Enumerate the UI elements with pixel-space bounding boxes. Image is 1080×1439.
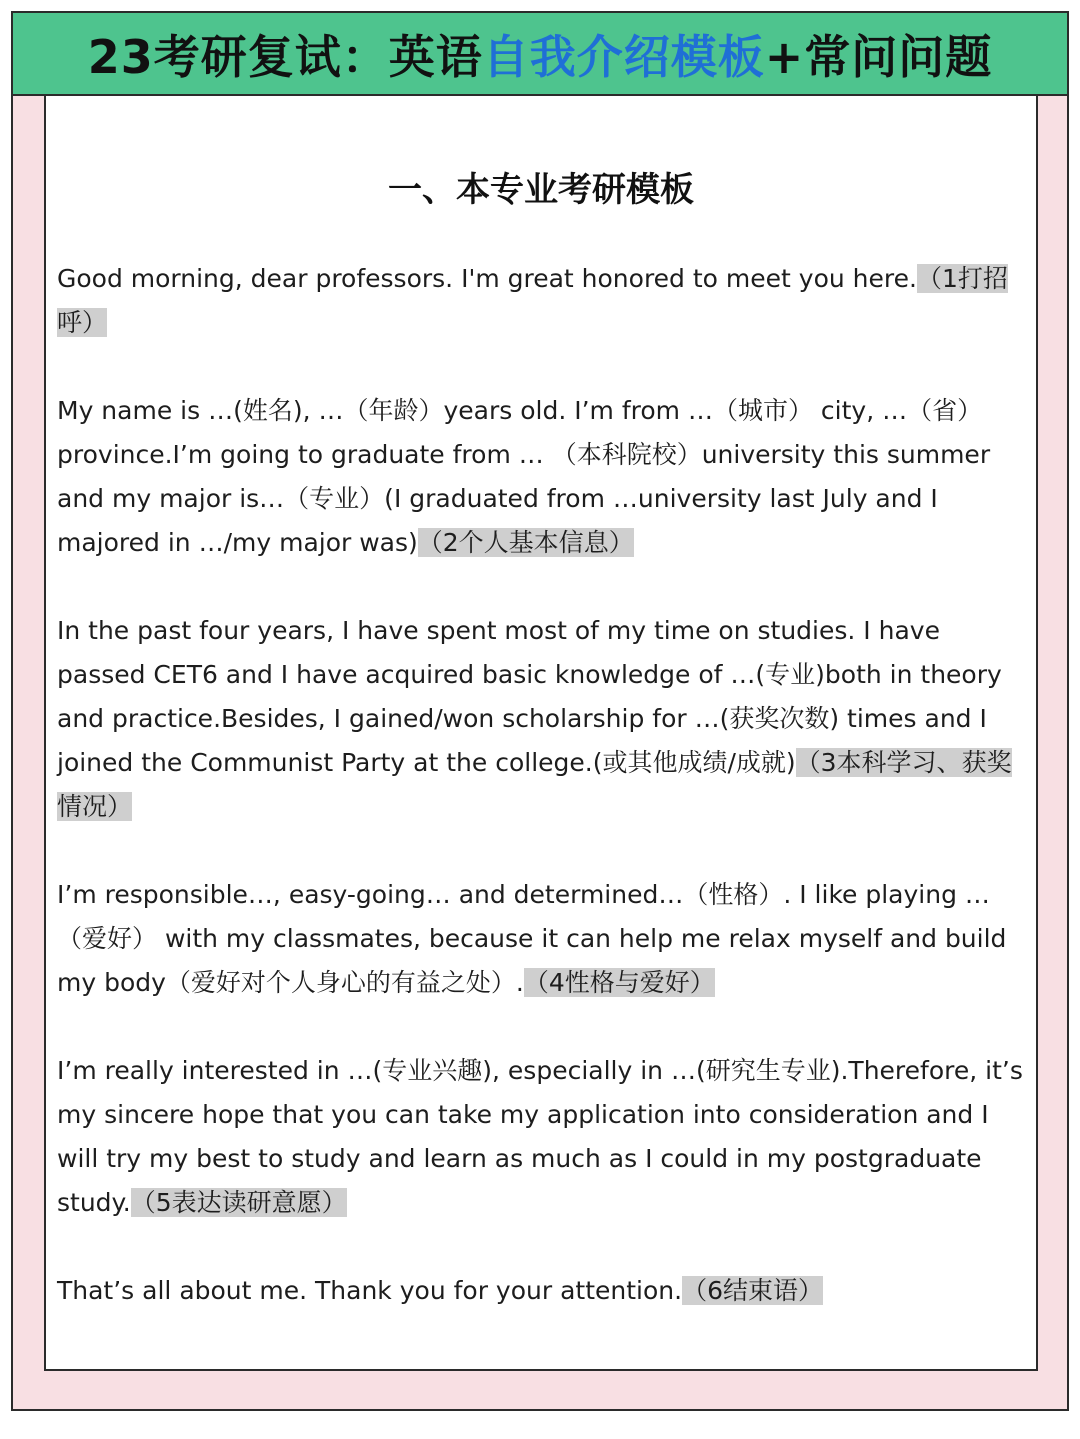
- paragraph-text: I’m really interested in …(专业兴趣), especially in …(研究生专业).Therefore, it’s my sincere hope that you can take my application into consideration and I will try my best to study and learn as much as I could in my postgraduate study.: [57, 1056, 1023, 1217]
- paragraph-list: [57, 257, 1025, 1357]
- section-tag: （2个人基本信息）: [417, 528, 634, 557]
- section-tag: （3本科学习、获奖情况）: [57, 748, 1012, 821]
- paragraph-text: That’s all about me. Thank you for your attention.: [57, 1276, 683, 1305]
- paragraph-personality-hobbies: [57, 873, 1025, 1005]
- paragraph-text: In the past four years, I have spent most of my time on studies. I have passed CET6 and I have acquired basic knowledge of …(专业)both in theory and practice.Besides, I gained/won scholarship for …(获奖次数) times and I joined the Communist Party at the college.(或其他成绩/成就): [57, 616, 1002, 777]
- paragraph-basic-info: [57, 389, 1025, 565]
- title-part-1: 23考研复试：英语: [87, 29, 483, 84]
- section-tag: （6结束语）: [682, 1276, 823, 1305]
- paragraph-motivation: [57, 1049, 1025, 1225]
- paragraph-greeting: [57, 257, 1025, 345]
- paragraph-study-awards: [57, 609, 1025, 829]
- section-tag: （4性格与爱好）: [523, 968, 715, 997]
- title-part-2: +常问问题: [764, 29, 993, 84]
- title-highlight: 自我介绍模板: [482, 29, 765, 84]
- paragraph-text: I’m responsible…, easy-going… and determined…（性格）. I like playing …（爱好） with my classmates, because it can help me relax myself and build my body（爱好对个人身心的有益之处）.: [57, 880, 1007, 997]
- paragraph-text: My name is …(姓名), …（年龄）years old. I’m from …（城市） city, …（省） province.I’m going to graduate from … （本科院校）university this summer and my major is…（专业）(I graduated from …university last July and I majored in …/my major was): [57, 396, 991, 557]
- section-title: 一、本专业考研模板: [388, 170, 694, 210]
- header-banner: [13, 13, 1067, 96]
- section-tag: （1打招呼）: [57, 264, 1008, 337]
- section-tag: （5表达读研意愿）: [130, 1188, 347, 1217]
- page-frame: [11, 11, 1069, 1411]
- paragraph-closing: [57, 1269, 1025, 1313]
- content-panel: [44, 96, 1038, 1371]
- paragraph-text: Good morning, dear professors. I'm great honored to meet you here.: [57, 264, 917, 293]
